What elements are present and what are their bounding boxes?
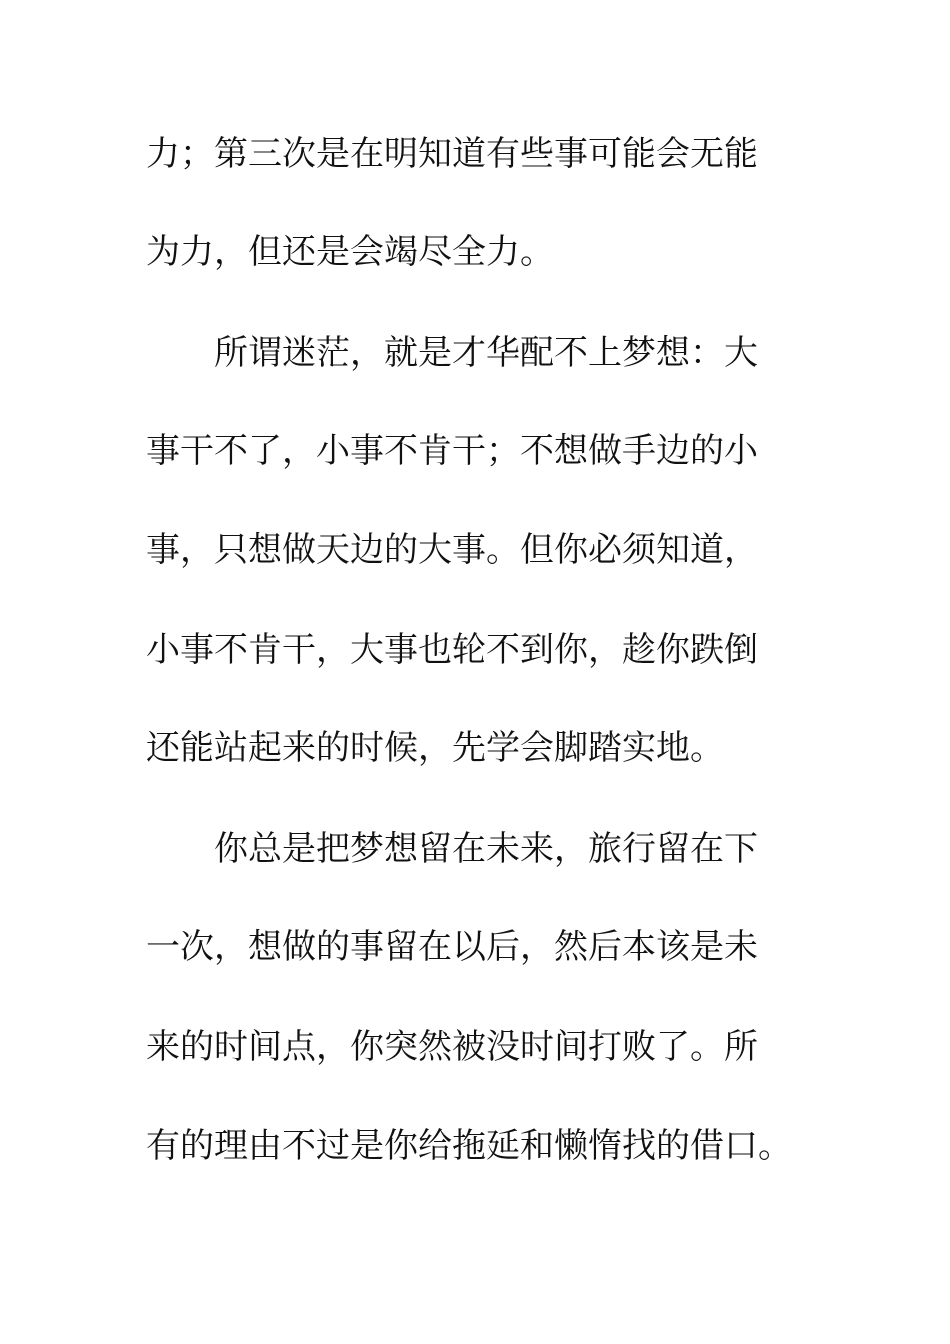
text-line: 小事不肯干，大事也轮不到你，趁你跌倒 bbox=[146, 630, 758, 670]
text-line: 还能站起来的时候，先学会脚踏实地。 bbox=[146, 728, 724, 768]
paragraph-start-line: 你总是把梦想留在未来，旅行留在下 bbox=[214, 829, 758, 869]
text-line: 来的时间点，你突然被没时间打败了。所 bbox=[146, 1027, 758, 1067]
text-line: 一次，想做的事留在以后，然后本该是未 bbox=[146, 927, 758, 967]
text-line: 有的理由不过是你给拖延和懒惰找的借口。 bbox=[146, 1126, 792, 1166]
text-line: 事，只想做天边的大事。但你必须知道， bbox=[146, 530, 758, 570]
text-line: 为力，但还是会竭尽全力。 bbox=[146, 232, 554, 272]
paragraph-start-line: 所谓迷茫，就是才华配不上梦想：大 bbox=[214, 333, 758, 373]
text-line: 事干不了，小事不肯干；不想做手边的小 bbox=[146, 431, 758, 471]
text-line: 力；第三次是在明知道有些事可能会无能 bbox=[146, 134, 758, 174]
